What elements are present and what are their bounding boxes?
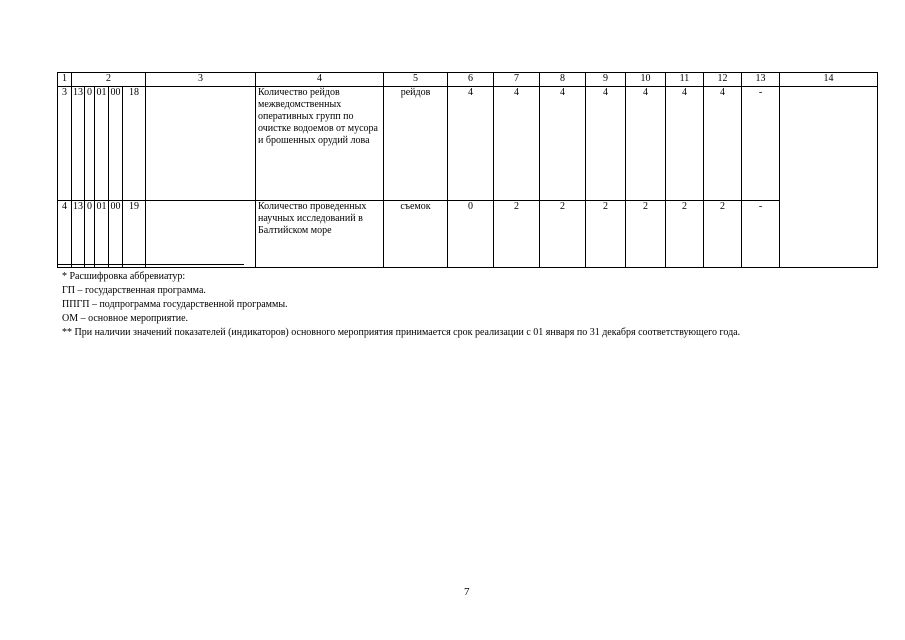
code-om: 01 <box>95 87 109 201</box>
header-cell: 9 <box>586 73 626 87</box>
footnote-line: ГП – государственная программа. <box>62 285 206 296</box>
footnote-separator <box>57 264 244 265</box>
unit: рейдов <box>384 87 448 201</box>
cell-col3 <box>146 201 256 268</box>
footnote-line: ППГП – подпрограмма государственной программы. <box>62 299 288 310</box>
table-row <box>58 87 878 201</box>
value-cell: 4 <box>448 87 494 201</box>
unit: съемок <box>384 201 448 268</box>
header-cell: 1 <box>58 73 72 87</box>
indicators-table <box>57 72 878 268</box>
footnote-line: ОМ – основное мероприятие. <box>62 313 189 324</box>
header-cell: 6 <box>448 73 494 87</box>
code-om: 01 <box>95 201 109 268</box>
code-ppgp: 0 <box>85 87 95 201</box>
value-cell: 2 <box>540 201 586 268</box>
header-cell: 13 <box>742 73 780 87</box>
value-cell: 4 <box>626 87 666 201</box>
value-cell: 4 <box>494 87 540 201</box>
value-cell: 2 <box>704 201 742 268</box>
header-cell: 3 <box>146 73 256 87</box>
code-sub: 00 <box>109 87 123 201</box>
header-cell: 12 <box>704 73 742 87</box>
value-cell: 2 <box>626 201 666 268</box>
indicator-name: Количество проведенных научных исследований в Балтийском море <box>256 201 384 268</box>
value-cell: 4 <box>540 87 586 201</box>
value-cell: 4 <box>704 87 742 201</box>
code-ppgp: 0 <box>85 201 95 268</box>
code-indicator: 19 <box>123 201 146 268</box>
cell-col3 <box>146 87 256 201</box>
header-cell: 11 <box>666 73 704 87</box>
value-cell: 2 <box>666 201 704 268</box>
value-cell: 4 <box>586 87 626 201</box>
header-cell: 10 <box>626 73 666 87</box>
value-cell: 2 <box>494 201 540 268</box>
value-cell: 0 <box>448 201 494 268</box>
value-cell: - <box>742 87 780 201</box>
header-cell: 14 <box>780 73 878 87</box>
code-gp: 13 <box>72 201 85 268</box>
header-cell: 7 <box>494 73 540 87</box>
value-cell: 4 <box>666 87 704 201</box>
cell-col14 <box>780 87 878 268</box>
value-cell: 2 <box>586 201 626 268</box>
header-cell: 8 <box>540 73 586 87</box>
row-number: 4 <box>58 201 72 268</box>
footnote-line: * Расшифровка аббревиатур: <box>62 271 186 282</box>
footnote-line: ** При наличии значений показателей (индикаторов) основного мероприятия принимается срок реализации с 01 января по 31 декабря соответствующего года. <box>62 327 741 338</box>
page-number: 7 <box>464 586 470 598</box>
code-indicator: 18 <box>123 87 146 201</box>
code-sub: 00 <box>109 201 123 268</box>
indicator-name: Количество рейдов межведомственных оперативных групп по очистке водоемов от мусора и брошенных орудий лова <box>256 87 384 201</box>
table-row <box>58 201 878 268</box>
row-number: 3 <box>58 87 72 201</box>
header-cell: 5 <box>384 73 448 87</box>
header-cell: 2 <box>72 73 146 87</box>
header-cell: 4 <box>256 73 384 87</box>
value-cell: - <box>742 201 780 268</box>
code-gp: 13 <box>72 87 85 201</box>
table-header-row <box>58 73 878 87</box>
footnotes <box>62 270 740 340</box>
